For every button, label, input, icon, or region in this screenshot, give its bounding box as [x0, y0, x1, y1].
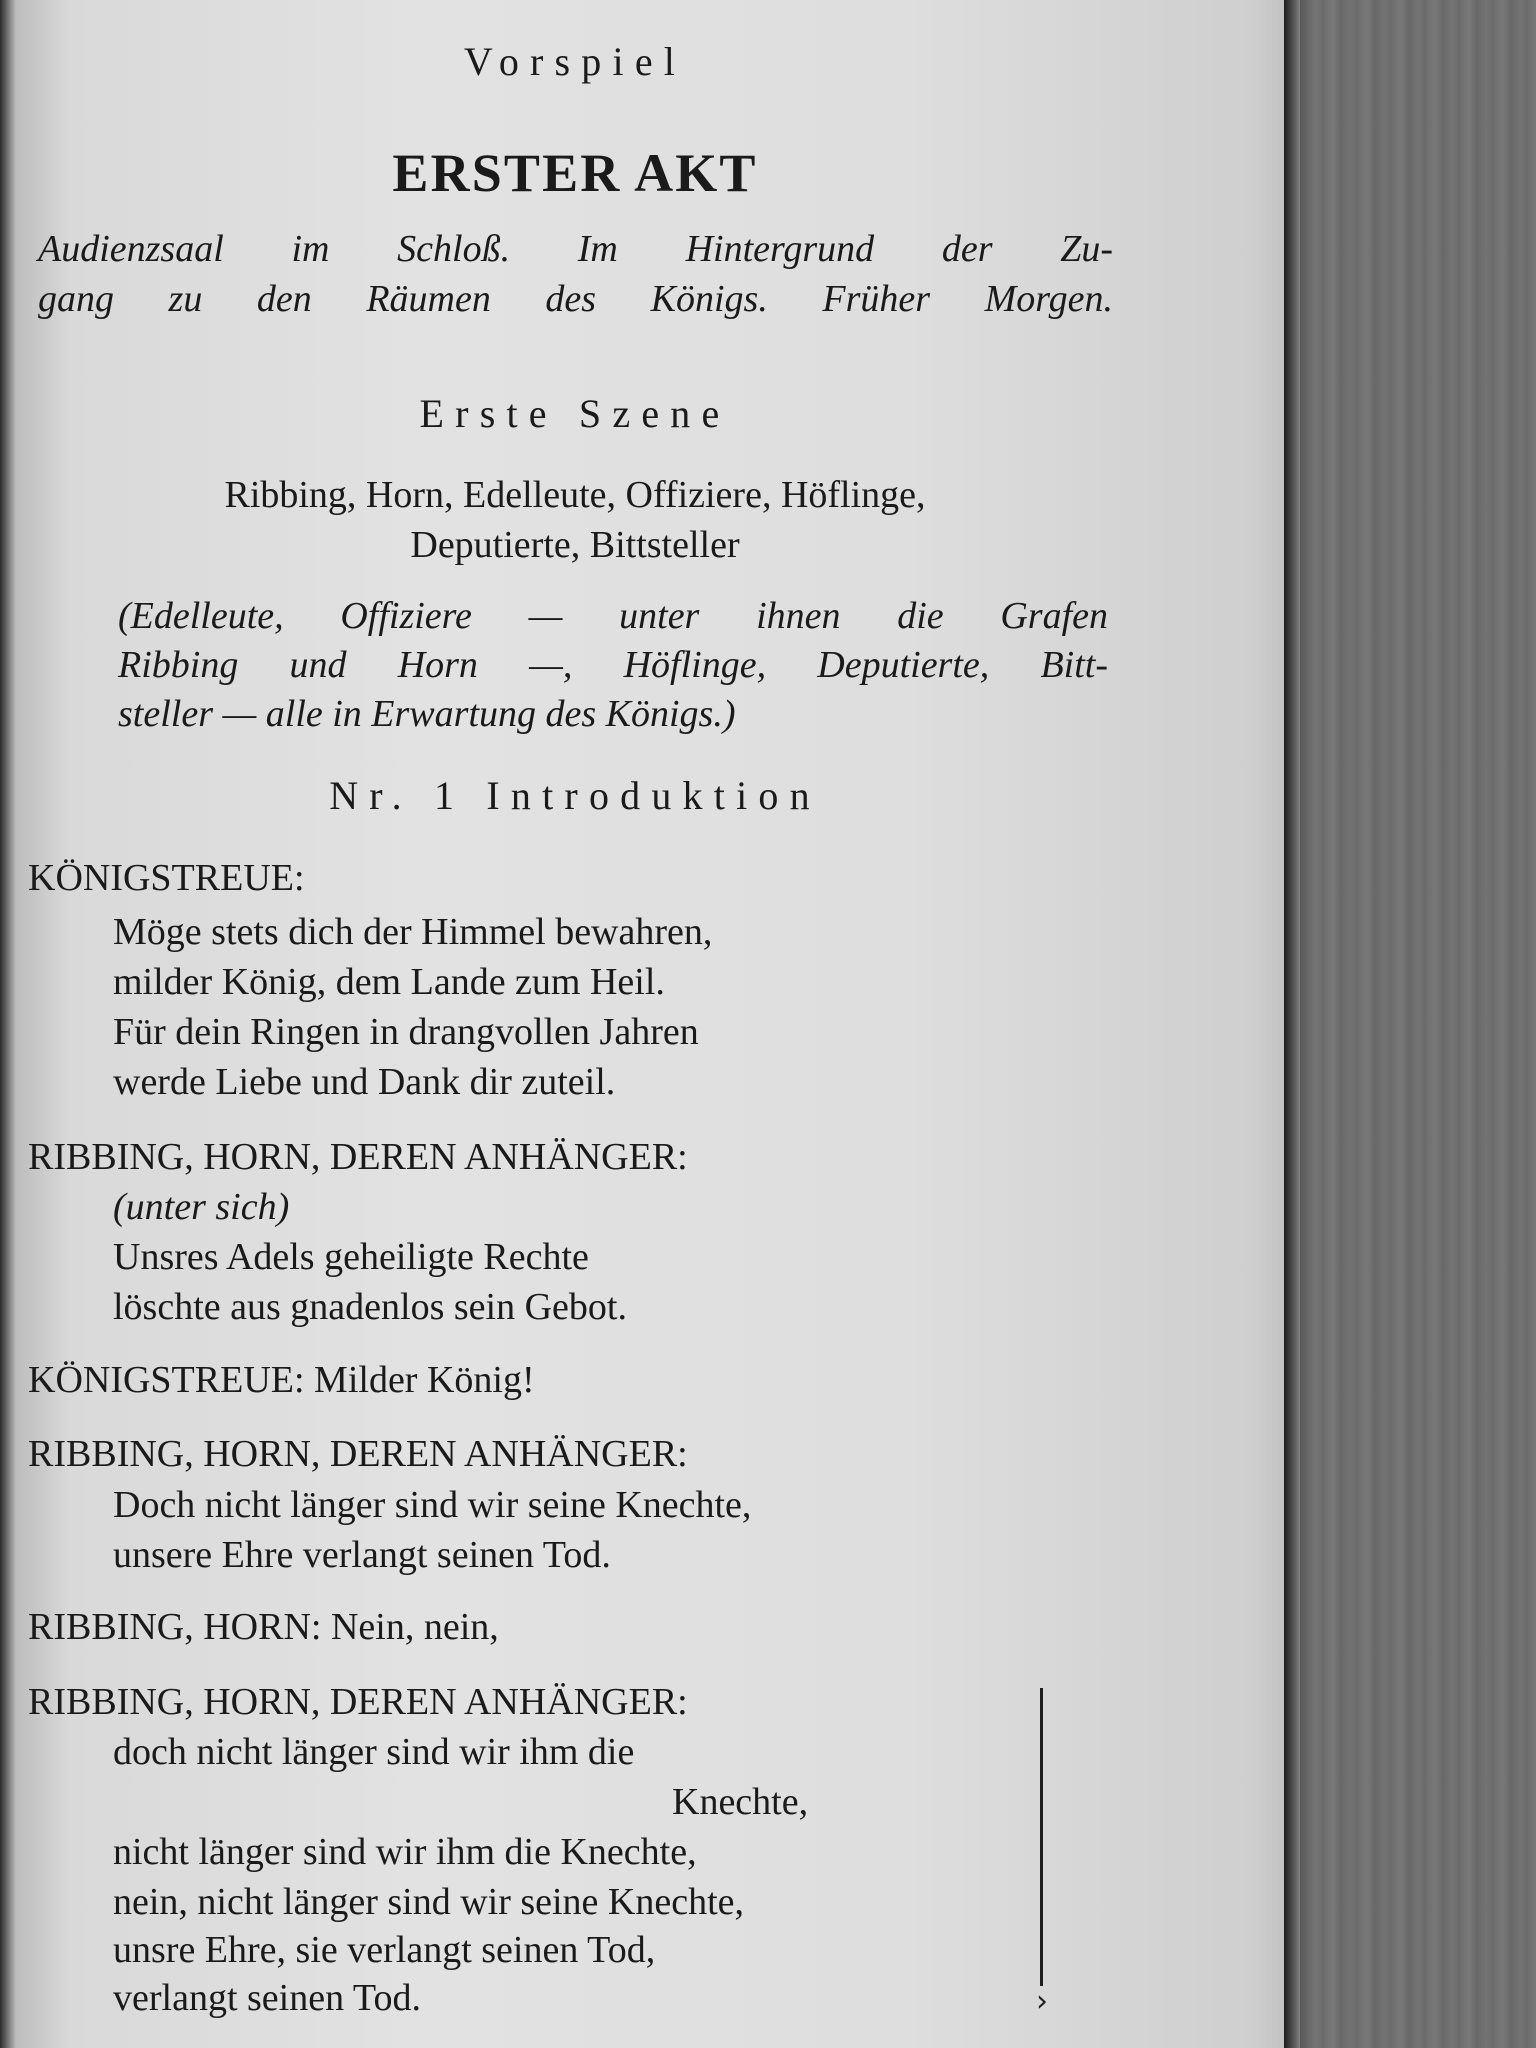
- vorspiel-heading: Vorspiel: [463, 39, 687, 84]
- verse-line: Doch nicht länger sind wir seine Knechte,: [113, 1484, 752, 1526]
- verse-line: nicht länger sind wir ihm die Knechte,: [113, 1831, 697, 1873]
- description-line: gang zu den Räumen des Königs. Früher Morgen.: [38, 278, 1113, 320]
- speaker-label: RIBBING, HORN, DEREN ANHÄNGER:: [28, 1433, 688, 1475]
- stage-direction-line: (Edelleute, Offiziere — unter ihnen die Grafen: [118, 595, 1108, 637]
- stage-direction: [118, 592, 1108, 739]
- speaker-label: RIBBING, HORN, DEREN ANHÄNGER:: [28, 1136, 688, 1178]
- speaker-label: KÖNIGSTREUE:: [28, 857, 305, 899]
- speaker-label: RIBBING, HORN, DEREN ANHÄNGER:: [28, 1681, 688, 1723]
- verse-line: löschte aus gnadenlos sein Gebot.: [113, 1286, 627, 1328]
- verse-line: verlangt seinen Tod.: [113, 1977, 421, 2019]
- stage-direction-line: Ribbing und Horn —, Höflinge, Deputierte, Bitt-: [118, 644, 1108, 686]
- scene-heading: Erste Szene: [419, 391, 731, 436]
- scene-description: [38, 224, 1113, 324]
- bracket-mark: [1040, 1688, 1049, 1986]
- verse-line: unsre Ehre, sie verlangt seinen Tod,: [113, 1929, 656, 1971]
- cast-list: [0, 470, 1150, 570]
- speaker-line: KÖNIGSTREUE: Milder König!: [28, 1359, 535, 1401]
- number-heading: Nr. 1 Introduktion: [329, 773, 821, 818]
- wood-background: [1290, 0, 1536, 2048]
- verse-line: Knechte,: [672, 1781, 809, 1823]
- bracket-tail-mark: ›: [1036, 1984, 1048, 2019]
- verse-line: werde Liebe und Dank dir zuteil.: [113, 1061, 616, 1103]
- verse-line: doch nicht länger sind wir ihm die: [113, 1731, 635, 1773]
- verse-line: Möge stets dich der Himmel bewahren,: [113, 911, 713, 953]
- cast-line: Ribbing, Horn, Edelleute, Offiziere, Höflinge,: [224, 474, 926, 516]
- verse-line: Für dein Ringen in drangvollen Jahren: [113, 1011, 699, 1053]
- verse-line: nein, nicht länger sind wir seine Knechte,: [113, 1881, 745, 1923]
- verse-line: Unsres Adels geheiligte Rechte: [113, 1236, 589, 1278]
- stage-direction-inline: (unter sich): [113, 1186, 290, 1228]
- act-title: ERSTER AKT: [392, 143, 758, 203]
- verse-line: unsere Ehre verlangt seinen Tod.: [113, 1534, 611, 1576]
- description-line: Audienzsaal im Schloß. Im Hintergrund der Zu-: [38, 228, 1113, 270]
- speaker-line: RIBBING, HORN: Nein, nein,: [28, 1606, 499, 1648]
- verse-line: milder König, dem Lande zum Heil.: [113, 961, 665, 1003]
- cast-line: Deputierte, Bittsteller: [410, 524, 740, 566]
- page-edge-shadow: [1284, 0, 1308, 2048]
- stage-direction-line: steller — alle in Erwartung des Königs.): [118, 693, 736, 735]
